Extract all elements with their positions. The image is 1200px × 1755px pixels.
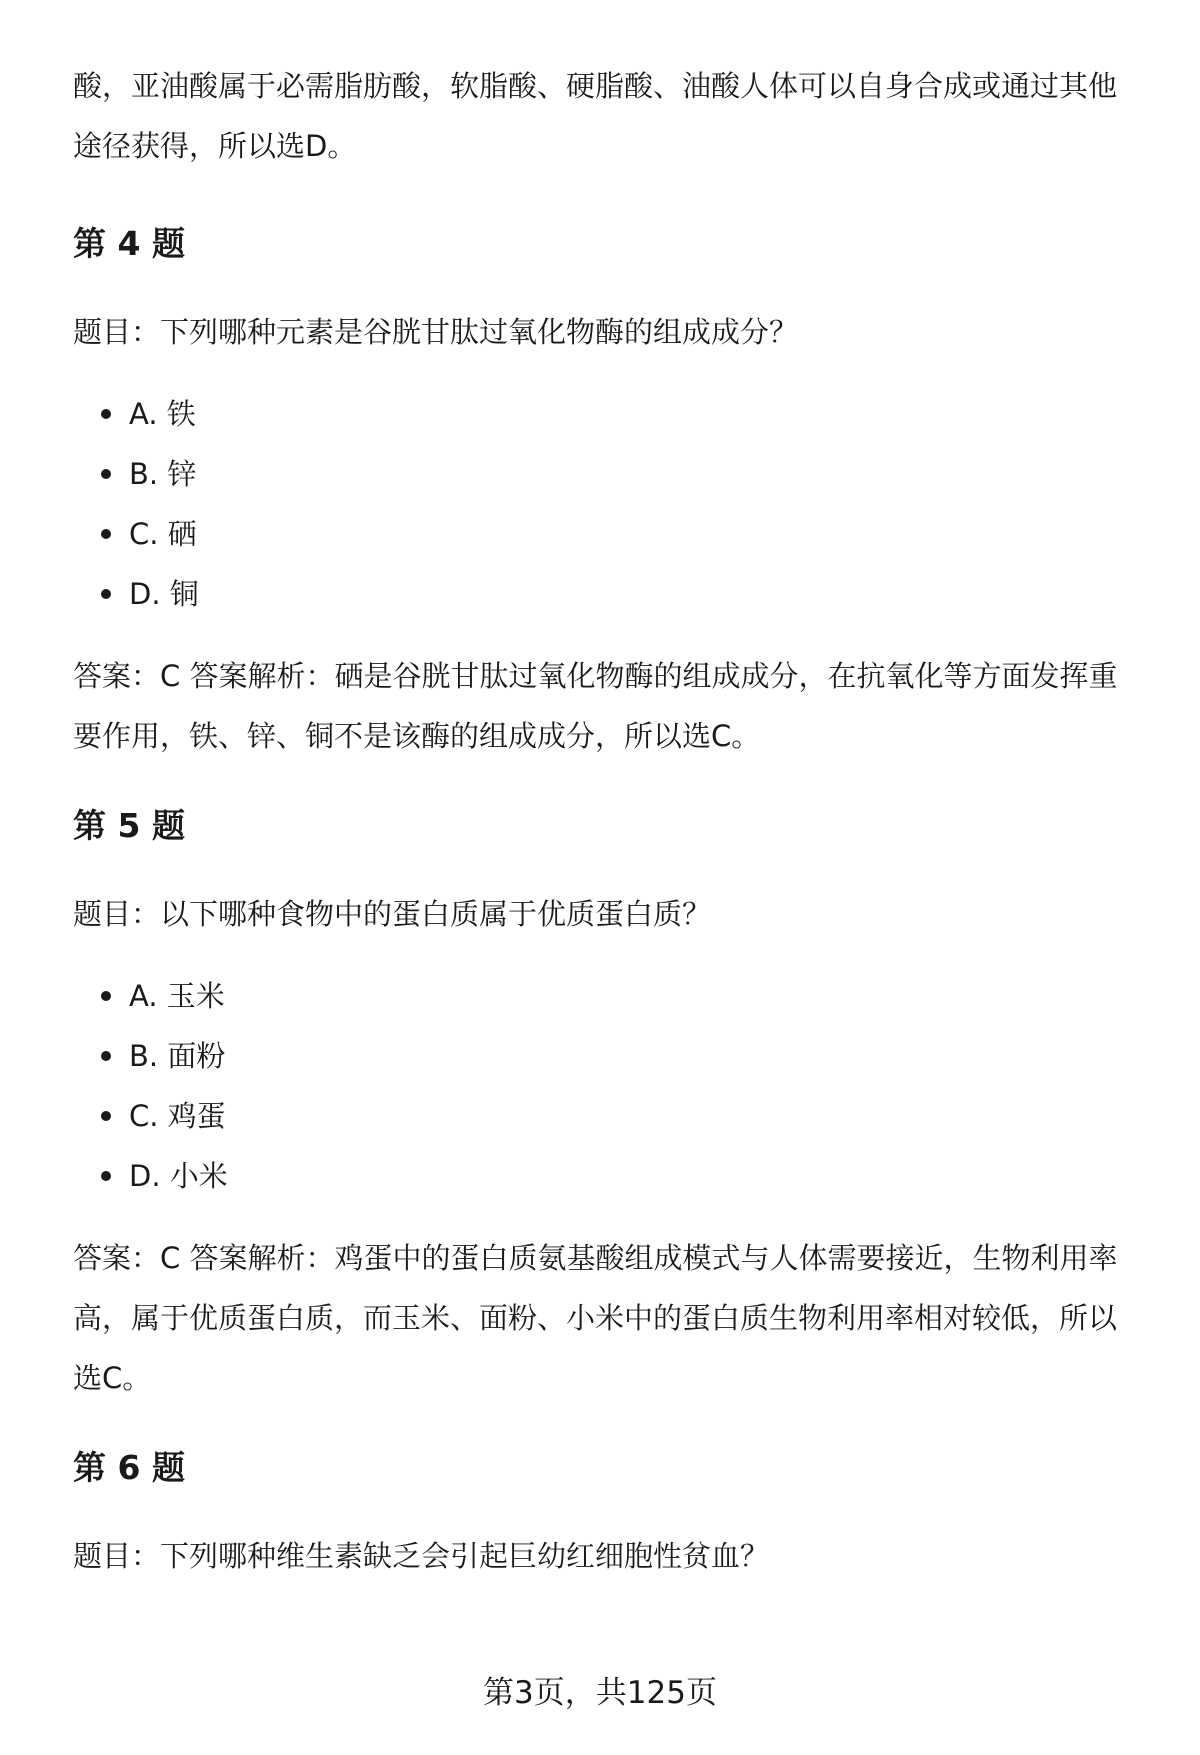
option-label: A. 铁	[129, 397, 196, 431]
option-label: B. 锌	[129, 457, 197, 491]
bullet-icon	[101, 469, 111, 479]
bullet-icon	[101, 1111, 111, 1121]
option-item	[73, 564, 1148, 624]
intro-line-1: 酸，亚油酸属于必需脂肪酸，软脂酸、硬脂酸、油酸人体可以自身合成或通过其他	[73, 69, 1118, 103]
question-text: 题目：下列哪种元素是谷胱甘肽过氧化物酶的组成成分？	[73, 315, 799, 349]
option-label: C. 硒	[129, 517, 197, 551]
answer-line-2: 要作用，铁、锌、铜不是该酶的组成成分，所以选C。	[73, 719, 761, 753]
option-item	[73, 444, 1148, 504]
option-label: C. 鸡蛋	[129, 1099, 226, 1133]
option-label: D. 铜	[129, 577, 199, 611]
page-footer: 第3页，共125页	[483, 1675, 717, 1711]
option-label: D. 小米	[129, 1159, 228, 1193]
option-item	[73, 966, 1148, 1026]
option-item	[73, 1026, 1148, 1086]
bullet-icon	[101, 1171, 111, 1181]
answer-line-1: 答案：C 答案解析：硒是谷胱甘肽过氧化物酶的组成成分，在抗氧化等方面发挥重	[73, 659, 1118, 693]
bullet-icon	[101, 529, 111, 539]
question-heading: 第 6 题	[73, 1448, 185, 1487]
question-heading: 第 5 题	[73, 806, 185, 845]
option-item	[73, 1086, 1148, 1146]
question-block-6	[73, 1438, 1148, 1586]
bullet-icon	[101, 409, 111, 419]
question-block-4	[73, 214, 1148, 766]
question-text: 题目：下列哪种维生素缺乏会引起巨幼红细胞性贫血？	[73, 1539, 770, 1573]
option-label: B. 面粉	[129, 1039, 226, 1073]
question-text: 题目：以下哪种食物中的蛋白质属于优质蛋白质？	[73, 897, 712, 931]
question-block-5	[73, 796, 1148, 1408]
intro-line-2: 途径获得，所以选D。	[73, 129, 357, 163]
question-heading: 第 4 题	[73, 224, 185, 263]
answer-line-3: 选C。	[73, 1361, 152, 1395]
option-item	[73, 384, 1148, 444]
options-list	[73, 384, 1148, 624]
option-item	[73, 504, 1148, 564]
bullet-icon	[101, 991, 111, 1001]
page-content	[73, 56, 1148, 1586]
options-list	[73, 966, 1148, 1206]
option-item	[73, 1146, 1148, 1206]
answer-line-1: 答案：C 答案解析：鸡蛋中的蛋白质氨基酸组成模式与人体需要接近，生物利用率	[73, 1241, 1118, 1275]
answer-line-2: 高，属于优质蛋白质，而玉米、面粉、小米中的蛋白质生物利用率相对较低，所以	[73, 1301, 1118, 1335]
bullet-icon	[101, 589, 111, 599]
option-label: A. 玉米	[129, 979, 225, 1013]
bullet-icon	[101, 1051, 111, 1061]
